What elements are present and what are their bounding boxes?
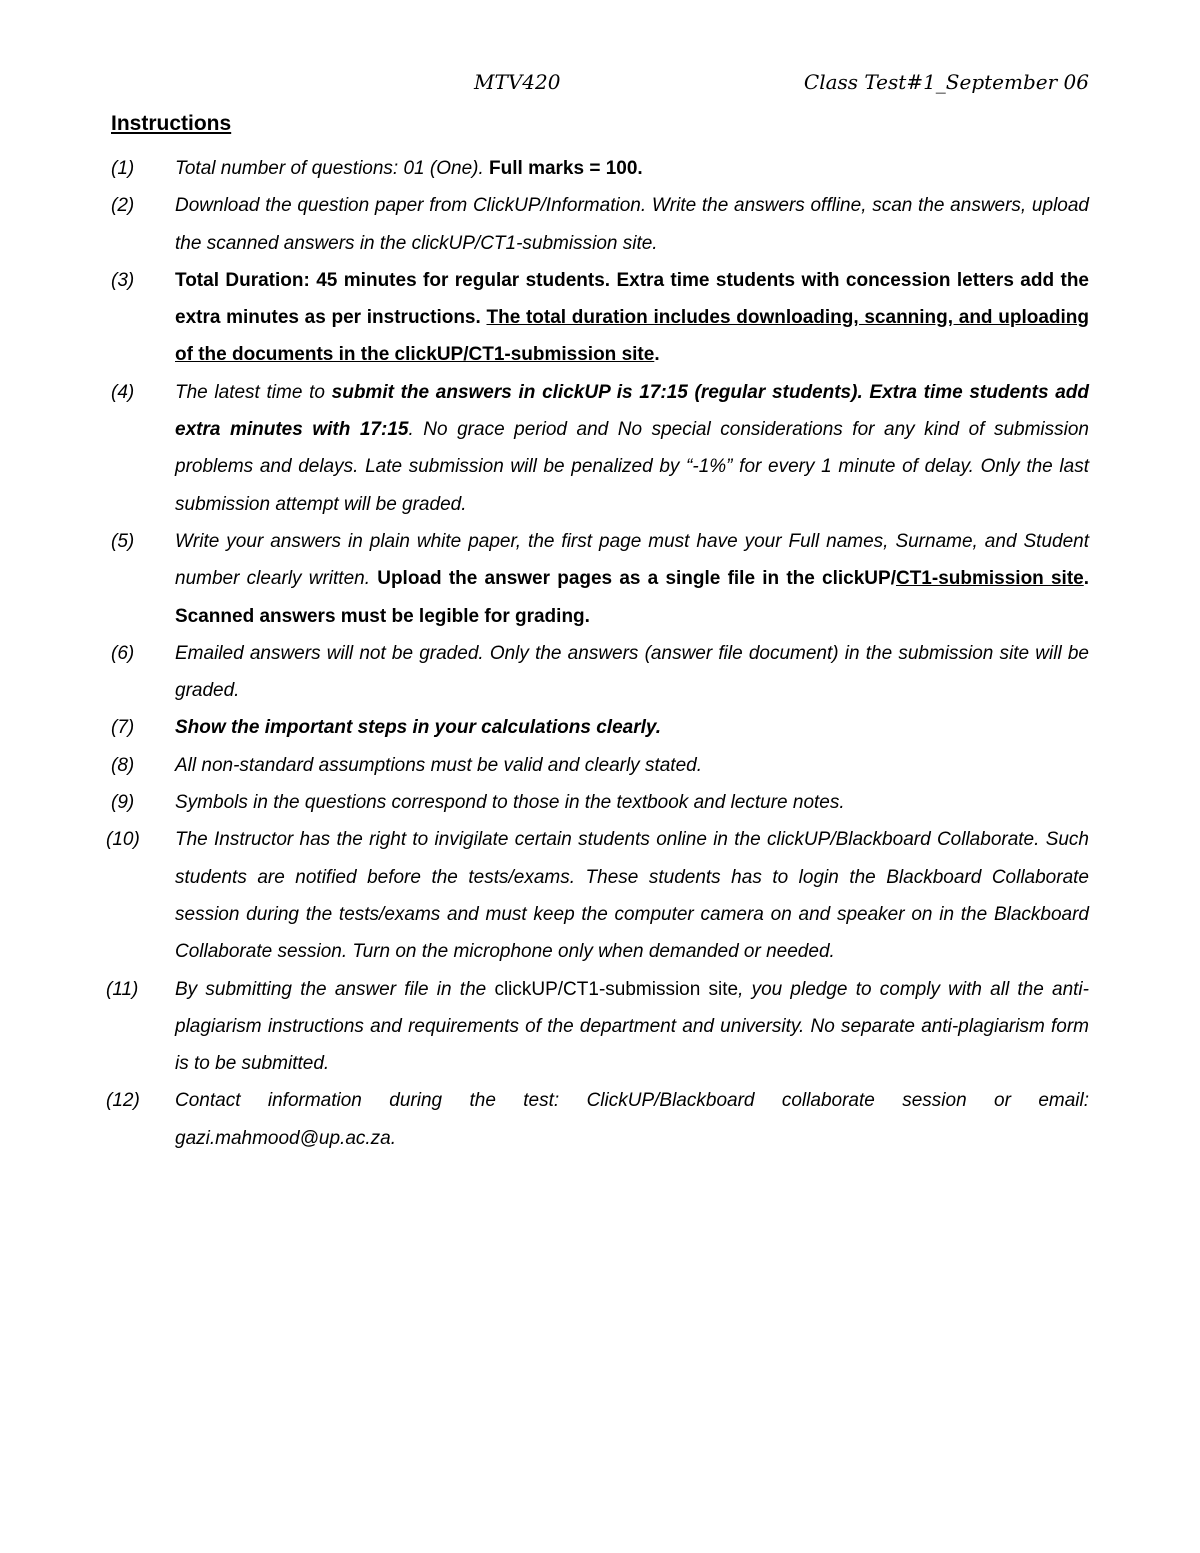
instruction-item-1 (111, 150, 1089, 187)
item-text: Write your answers in plain white paper, the first page must have your Full names, Surname, and Student number clearly written. (175, 530, 1089, 590)
full-marks-text: Full marks = 100. (489, 158, 643, 179)
item-text: The Instructor has the right to invigilate certain students online in the clickUP/Blackboard Collaborate. Such students are notified before the tests/exams. These students has to login the Blackboard Collaborate session during the tests/exams and must keep the computer camera on and speaker on in the Blackboard Collaborate session. Turn on the microphone only when demanded or needed. (175, 829, 1089, 963)
item-number: (6) (111, 642, 135, 664)
instructions-heading: Instructions (111, 112, 232, 135)
instruction-item-10 (106, 821, 1089, 970)
item-text: All non-standard assumptions must be valid and clearly stated. (175, 754, 702, 776)
header-course-code: MTV420 (474, 70, 561, 94)
instruction-item-9 (111, 784, 1089, 821)
item-number: (12) (106, 1090, 140, 1112)
item-number: (8) (111, 754, 135, 776)
item-number: (5) (111, 530, 135, 552)
upload-instruction-text: Upload the answer pages as a single file in the clickUP/ (377, 568, 896, 590)
instruction-item-7 (111, 709, 1089, 746)
item-text-end: , you pledge to comply with all the anti-plagiarism instructions and requirements of the department and university. No separate anti-plagiarism form is to be submitted. (175, 978, 1089, 1075)
item-number: (1) (111, 158, 135, 179)
instruction-item-12 (106, 1082, 1089, 1157)
item-text: Emailed answers will not be graded. Only the answers (answer file document) in the submission site will be graded. (175, 642, 1089, 702)
submission-site-text: clickUP/CT1-submission site (494, 978, 739, 1000)
item-number: (4) (111, 381, 135, 403)
item-number: (9) (111, 792, 135, 814)
item-number: (3) (111, 269, 135, 291)
duration-text: Total Duration: 45 minutes for regular students. Extra time students with concession letters add the extra minutes as per instructions. (175, 269, 1089, 329)
item-text: The latest time to (175, 381, 325, 403)
item-number: (10) (106, 829, 140, 851)
instruction-item-2 (111, 187, 1089, 262)
submission-deadline-text: submit the answers in clickUP is 17:15 (regular students). Extra time students add extra minutes with 17:15 (175, 381, 1090, 441)
instruction-item-11 (106, 971, 1089, 1083)
item-number: (2) (111, 195, 135, 217)
item-text: Total number of questions: 01 (One). (175, 158, 484, 179)
instruction-item-3 (111, 262, 1089, 374)
instruction-item-4 (111, 374, 1089, 523)
header-test-title: Class Test#1_September 06 (803, 70, 1089, 94)
instructions-list (106, 150, 1090, 1157)
item-text-bold: Show the important steps in your calculations clearly (175, 717, 656, 739)
instruction-item-6 (111, 635, 1089, 710)
item-text-end: . No grace period and No special considerations for any kind of submission problems and delays. Late submission will be penalized by “-1%” for every 1 minute of delay. Only the last submission attempt will be graded. (175, 419, 1089, 515)
item-text: Download the question paper from ClickUP/Information. Write the answers offline, scan the answers, upload the scanned answers in the clickUP/CT1-submission site. (175, 195, 1089, 254)
submission-site-underlined: CT1-submission site (895, 568, 1084, 590)
instruction-item-8 (111, 747, 1089, 784)
contact-information-text: Contact information during the test: ClickUP/Blackboard collaborate session or email: gazi.mahmood@up.ac.za. (175, 1090, 1089, 1149)
item-text-end: . (655, 717, 662, 739)
item-text-end: . (654, 344, 660, 366)
duration-note-underlined: The total duration includes downloading, scanning, and uploading of the documents in the clickUP/CT1-submission site (175, 307, 1089, 366)
item-number: (7) (111, 717, 135, 739)
item-text: Symbols in the questions correspond to those in the textbook and lecture notes. (175, 792, 845, 814)
legibility-text: . Scanned answers must be legible for grading. (175, 568, 1090, 627)
instruction-item-5 (111, 523, 1089, 635)
item-number: (11) (106, 978, 139, 1000)
item-text: By submitting the answer file in the (175, 978, 487, 1000)
